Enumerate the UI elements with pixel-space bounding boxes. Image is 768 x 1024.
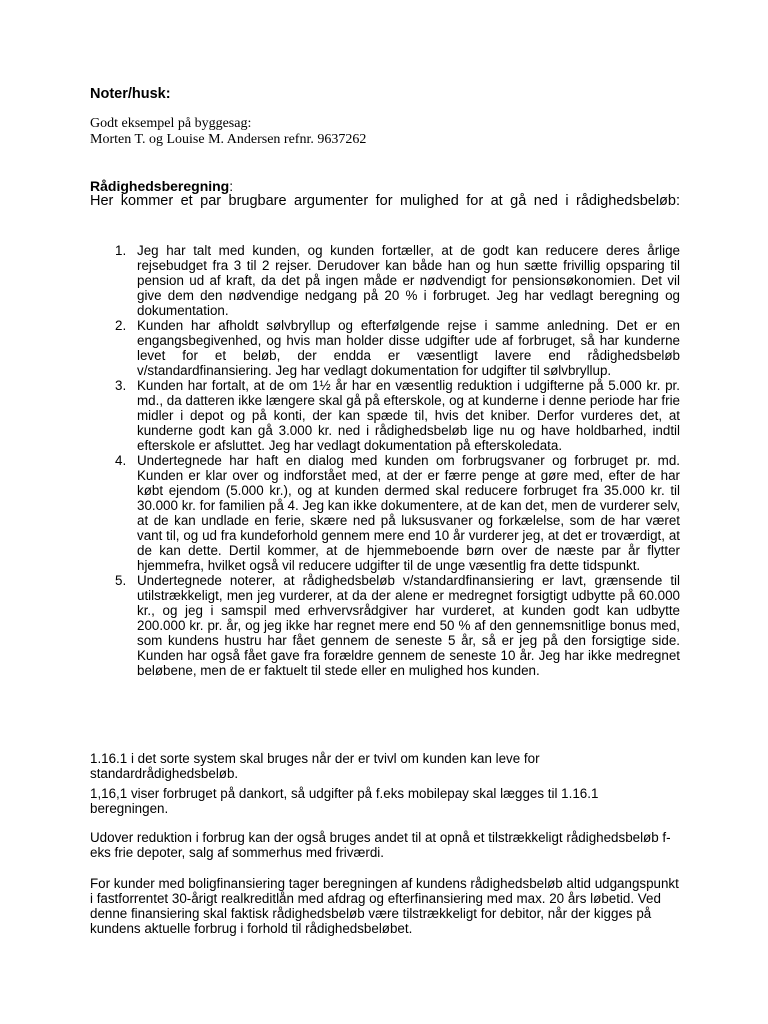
- argument-number: 3.: [115, 378, 127, 393]
- argument-number: 5.: [115, 573, 127, 588]
- argument-text: Kunden har afholdt sølvbryllup og efterfølgende rejse i samme anledning. Det er en engangsbegivenhed, og hvis man holder disse udgifter ude af forbruget, så har kunderne levet for et beløb, der endda er væsentligt lavere end rådighedsbeløb v/standardfinansiering. Jeg har vedlagt dokumentation for udgifter til sølvbryllup.: [137, 318, 680, 378]
- argument-item: [90, 453, 680, 573]
- section-intro: Her kommer et par brugbare argumenter for mulighed for at gå ned i rådighedsbeløb:: [90, 193, 680, 209]
- argument-item: [90, 573, 680, 678]
- argument-text: Undertegnede har haft en dialog med kunden om forbrugsvaner og forbruget pr. md. Kunden er klar over og indforstået med, at der er færre penge at gøre med, efter de har købt ejendom (5.000 kr.), og at kunden dermed skal reducere forbruget fra 35.000 kr. til 30.000 kr. for familien på 4. Jeg kan ikke dokumentere, at de kan det, men de vurderer selv, at de kan undlade en ferie, skære ned på luksusvaner og forkælelse, som de har været vant til, og ud fra kundeforhold gennem mere end 10 år vurderer jeg, at det er troværdigt, at de kan dette. Dertil kommer, at de hjemmeboende børn over de næste par år flytter hjemmefra, hvilket også vil reducere udgifter til de unge væsentlig fra dette tidspunkt.: [137, 453, 680, 573]
- argument-text: Jeg har talt med kunden, og kunden fortæller, at de godt kan reducere deres årlige rejsebudget fra 3 til 2 rejser. Derudover kan både han og hun sætte frivillig opsparing til pension ud af kraft, da det på ingen måde er nødvendigt for pensionsøkonomien. Det vil give dem den nødvendige nedgang på 20 % i forbruget. Jeg har vedlagt beregning og dokumentation.: [137, 243, 680, 318]
- argument-item: [90, 378, 680, 453]
- notes-heading: Noter/husk:: [90, 86, 171, 102]
- example-case: [90, 116, 366, 148]
- argument-number: 4.: [115, 453, 127, 468]
- argument-item: [90, 243, 680, 318]
- example-case-label: Godt eksempel på byggesag:: [90, 116, 252, 131]
- argument-list: [90, 243, 680, 678]
- section-title-text: Rådighedsberegning: [90, 178, 230, 194]
- note-paragraph: 1,16,1 viser forbruget på dankort, så udgifter på f.eks mobilepay skal lægges til 1.16.1 beregningen.: [90, 786, 599, 816]
- argument-item: [90, 318, 680, 378]
- argument-number: 2.: [115, 318, 127, 333]
- note-paragraph: Udover reduktion i forbrug kan der også bruges andet til at opnå et tilstrækkeligt rådighedsbeløb f-eks frie depoter, salg af sommerhus med friværdi.: [90, 830, 671, 860]
- example-case-names: Morten T. og Louise M. Andersen refnr. 9637262: [90, 132, 367, 147]
- section-title-colon: :: [229, 178, 234, 194]
- argument-number: 1.: [115, 243, 127, 258]
- argument-text: Undertegnede noterer, at rådighedsbeløb v/standardfinansiering er lavt, grænsende til utilstrækkeligt, men jeg vurderer, at da der alene er medregnet forsigtigt udbytte på 60.000 kr., og jeg i samspil med erhvervsrådgiver har vurderet, at kunden godt kan udbytte 200.000 kr. pr. år, og jeg ikke har regnet mere end 50 % af den gennemsnitlige bonus med, som kundens hustru har fået gennem de seneste 5 år, så er jeg på den forsigtige side. Kunden har også fået gave fra forældre gennem de seneste 10 år. Jeg har ikke medregnet beløbene, men de er faktuelt til stede eller en mulighed hos kunden.: [137, 573, 680, 678]
- argument-text: Kunden har fortalt, at de om 1½ år har en væsentlig reduktion i udgifterne på 5.000 kr. pr. md., da datteren ikke længere skal gå på efterskole, og at kunderne i denne periode har frie midler i depot og på konti, der kan spæde til, hvis det kniber. Derfor vurderes det, at kunderne godt kan gå 3.000 kr. ned i rådighedsbeløb lige nu og have holdbarhed, indtil efterskole er afsluttet. Jeg har vedlagt dokumentation på efterskoledata.: [137, 378, 680, 453]
- note-paragraph: For kunder med boligfinansiering tager beregningen af kundens rådighedsbeløb altid udgangspunkt i fastforrentet 30-årigt realkreditlån med afdrag og efterfinansiering med max. 20 års løbetid. Ved denne finansiering skal faktisk rådighedsbeløb være tilstrækkeligt for debitor, når der kigges på kundens aktuelle forbrug i forhold til rådighedsbeløbet.: [90, 876, 679, 936]
- note-paragraph: 1.16.1 i det sorte system skal bruges når der er tvivl om kunden kan leve for standardrådighedsbeløb.: [90, 751, 540, 781]
